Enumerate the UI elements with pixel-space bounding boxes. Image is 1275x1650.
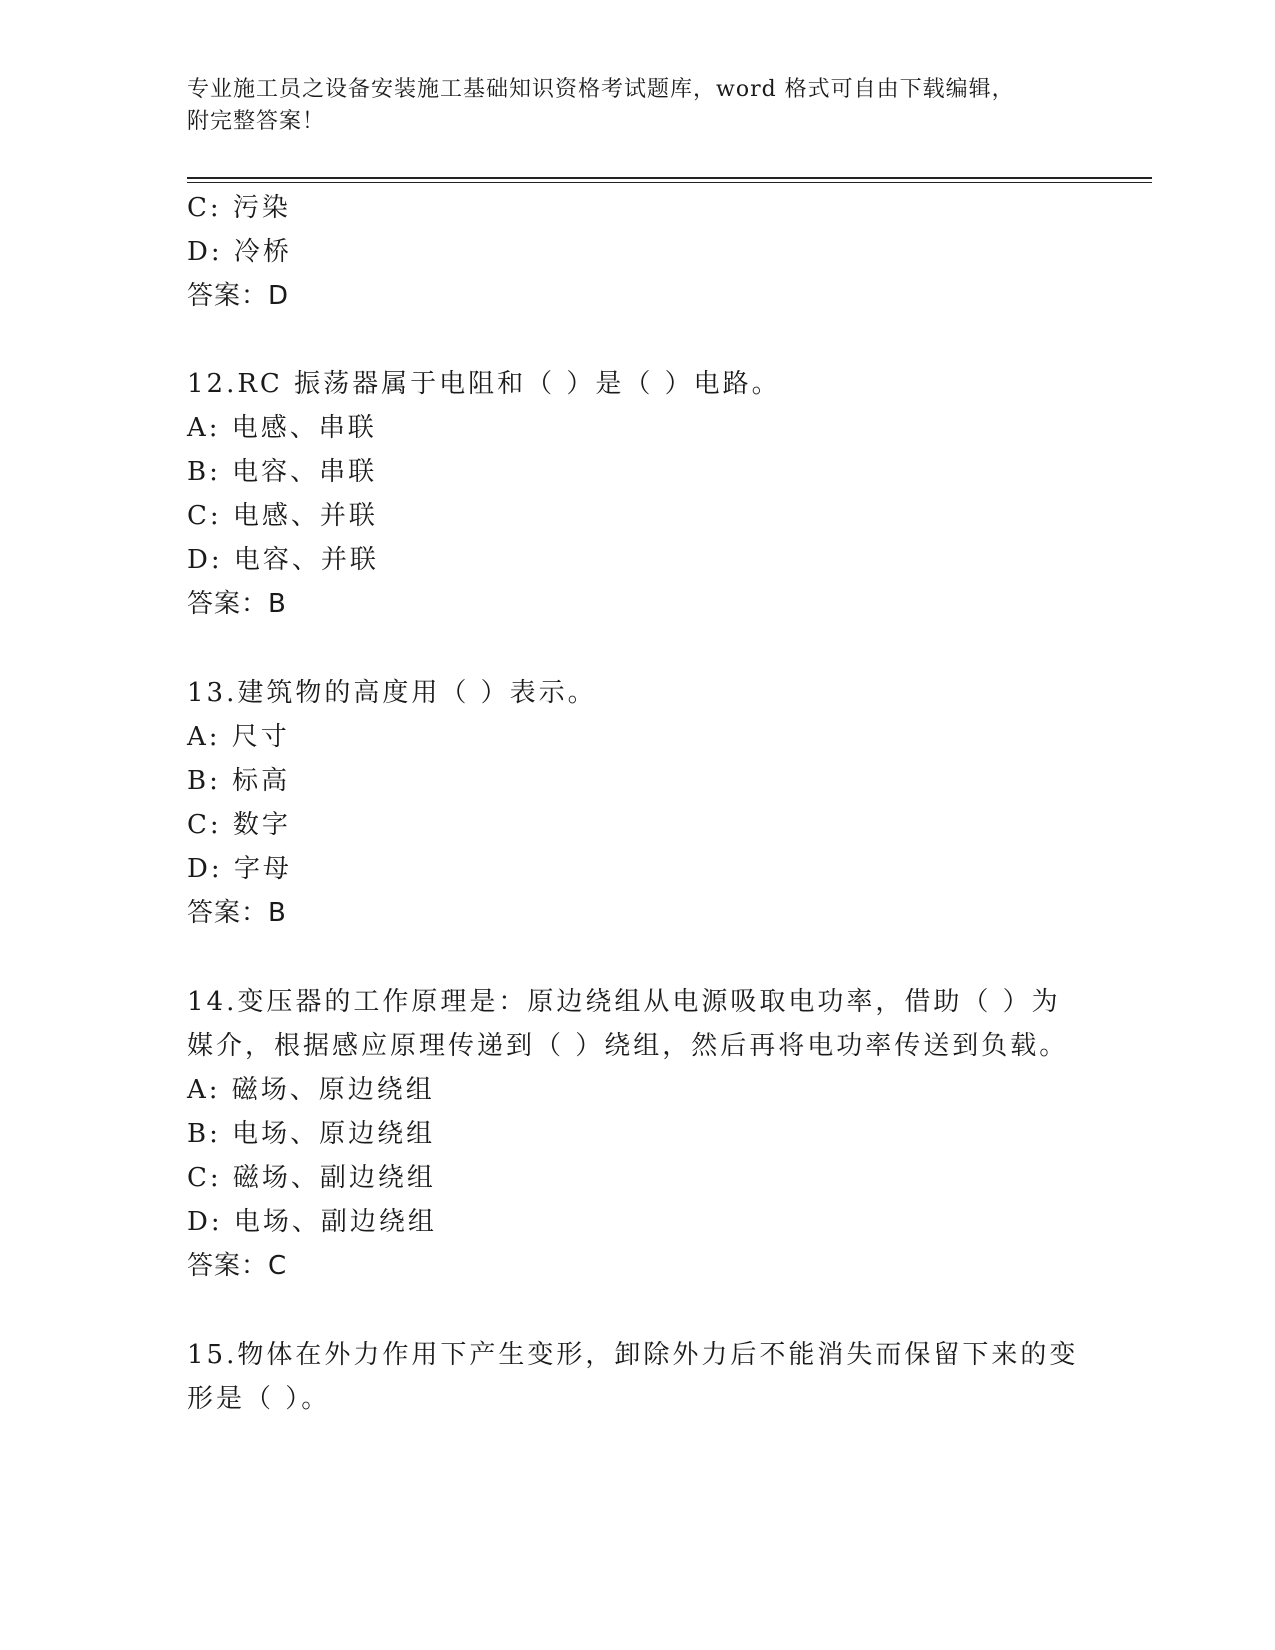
q11-option-d: D: 冷桥 — [187, 237, 292, 267]
q11-answer: 答案：D — [187, 281, 290, 311]
q14-option-c: C: 磁场、副边绕组 — [187, 1163, 436, 1193]
q13-option-d: D: 字母 — [187, 854, 292, 884]
q13-option-a: A: 尺寸 — [187, 722, 290, 752]
q12-stem: 12.RC 振荡器属于电阻和（ ）是（ ）电路。 — [187, 369, 781, 399]
q13-option-c: C: 数字 — [187, 810, 291, 840]
q14-option-d: D: 电场、副边绕组 — [187, 1207, 437, 1237]
q12-option-d: D: 电容、并联 — [187, 545, 379, 575]
header-divider-thick — [187, 177, 1152, 179]
q14-answer: 答案：C — [187, 1251, 288, 1281]
q13-option-b: B: 标高 — [187, 766, 291, 796]
q14-option-a: A: 磁场、原边绕组 — [187, 1075, 435, 1105]
q11-option-c: C: 污染 — [187, 193, 291, 223]
q15-stem-line2: 形是（ ）。 — [187, 1384, 331, 1414]
header-title-line2: 附完整答案！ — [187, 109, 326, 134]
document-header — [187, 74, 1087, 138]
q14-stem-line1: 14.变压器的工作原理是：原边绕组从电源吸取电功率，借助（ ）为 — [187, 987, 1061, 1017]
header-title-line1: 专业施工员之设备安装施工基础知识资格考试题库，word 格式可自由下载编辑， — [187, 77, 1015, 102]
q12-option-b: B: 电容、串联 — [187, 457, 378, 487]
q12-option-c: C: 电感、并联 — [187, 501, 378, 531]
q14-stem-line2: 媒介，根据感应原理传递到（ ）绕组，然后再将电功率传送到负载。 — [187, 1031, 1069, 1061]
q12-answer: 答案：B — [187, 589, 287, 619]
q14-option-b: B: 电场、原边绕组 — [187, 1119, 436, 1149]
q15-stem-line1: 15.物体在外力作用下产生变形，卸除外力后不能消失而保留下来的变 — [187, 1340, 1079, 1370]
q13-answer: 答案：B — [187, 898, 287, 928]
q12-option-a: A: 电感、串联 — [187, 413, 377, 443]
header-divider-thin — [187, 182, 1152, 183]
q13-stem: 13.建筑物的高度用（ ）表示。 — [187, 678, 597, 708]
